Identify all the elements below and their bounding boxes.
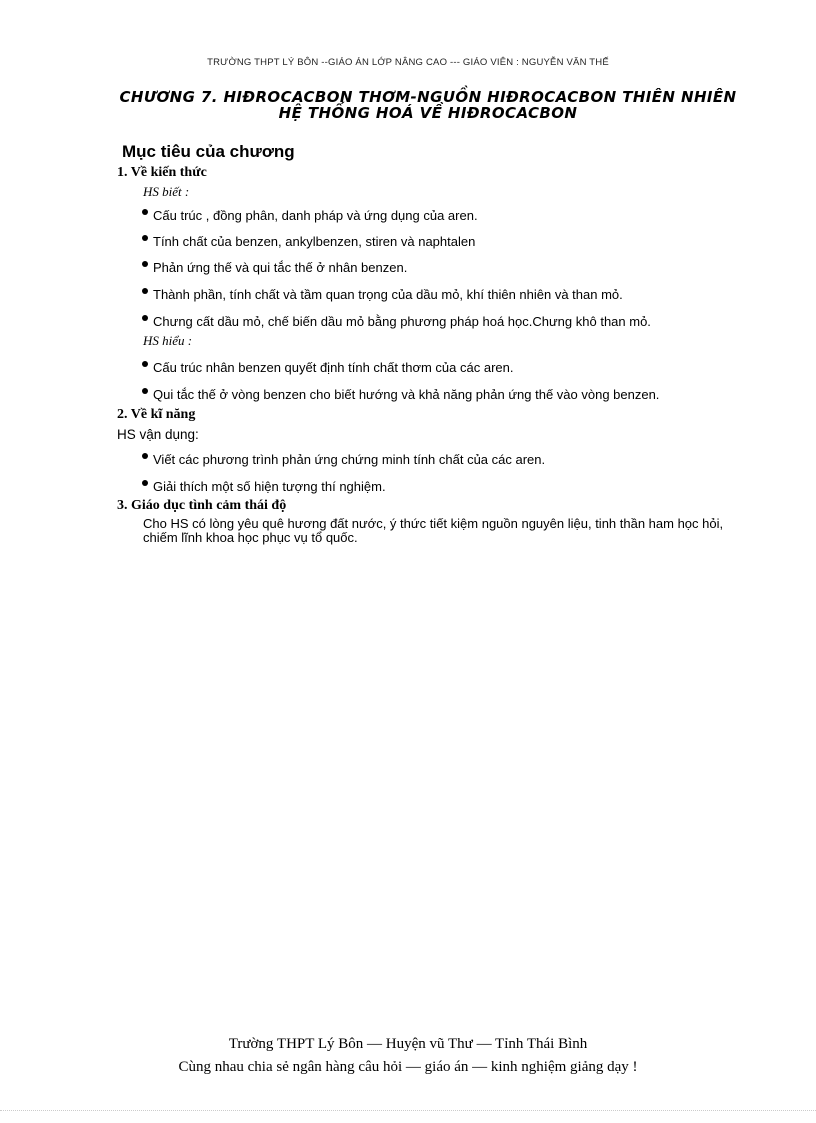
list-item: Cấu trúc , đồng phân, danh pháp và ứng dụng của aren. (142, 208, 478, 223)
chapter-title: CHƯƠNG 7. HIĐROCACBON THƠM-NGUỒN HIĐROCACBON THIÊN NHIÊN (119, 88, 737, 106)
bullet-icon (142, 235, 148, 241)
list-item: Giải thích một số hiện tượng thí nghiệm. (142, 479, 386, 494)
list-item: Tính chất của benzen, ankylbenzen, stiren và naphtalen (142, 234, 475, 249)
section-attitude-heading: 3. Giáo dục tình cảm thái độ (117, 498, 287, 513)
apply-label: HS vận dụng: (117, 427, 199, 442)
bullet-icon (142, 453, 148, 459)
attitude-paragraph: Cho HS có lòng yêu quê hương đất nước, ý thức tiết kiệm nguồn nguyên liệu, tinh thần ham học hỏi, chiếm lĩnh khoa học phục vụ tổ quốc. (143, 516, 724, 545)
understand-label: HS hiểu : (143, 333, 193, 348)
list-item: Thành phần, tính chất và tầm quan trọng của dầu mỏ, khí thiên nhiên và than mỏ. (142, 287, 623, 302)
bullet-icon (142, 288, 148, 294)
page-divider (0, 1110, 816, 1111)
list-item: Viết các phương trình phản ứng chứng minh tính chất của các aren. (142, 452, 545, 467)
objectives-heading: Mục tiêu của chương (122, 142, 295, 161)
chapter-subtitle: HỆ THỐNG HOÁ VỀ HIĐROCACBON (278, 104, 578, 122)
list-item: Cấu trúc nhân benzen quyết định tính chất thơm của các aren. (142, 360, 513, 375)
bullet-icon (142, 361, 148, 367)
know-label: HS biết : (143, 184, 190, 199)
footer-school-line: Trường THPT Lý Bôn — Huyện vũ Thư — Tỉnh Thái Bình (228, 1036, 588, 1052)
section-knowledge-heading: 1. Về kiến thức (117, 165, 207, 180)
bullet-icon (142, 388, 148, 394)
bullet-icon (142, 209, 148, 215)
section-skills-heading: 2. Về kĩ năng (117, 407, 196, 422)
running-header: TRƯỜNG THPT LÝ BÔN --GIÁO ÁN LỚP NÂNG CAO --- GIÁO VIÊN : NGUYỄN VĂN THẾ (207, 57, 609, 66)
list-item: Chưng cất dầu mỏ, chế biến dầu mỏ bằng phương pháp hoá học.Chưng khô than mỏ. (142, 314, 651, 329)
footer-share-line: Cùng nhau chia sẻ ngân hàng câu hỏi — giáo án — kinh nghiệm giảng dạy ! (178, 1059, 638, 1075)
bullet-icon (142, 261, 148, 267)
bullet-icon (142, 480, 148, 486)
list-item: Qui tắc thế ở vòng benzen cho biết hướng và khả năng phản ứng thế vào vòng benzen. (142, 387, 659, 402)
bullet-icon (142, 315, 148, 321)
list-item: Phản ứng thế và qui tắc thế ở nhân benzen. (142, 260, 407, 275)
